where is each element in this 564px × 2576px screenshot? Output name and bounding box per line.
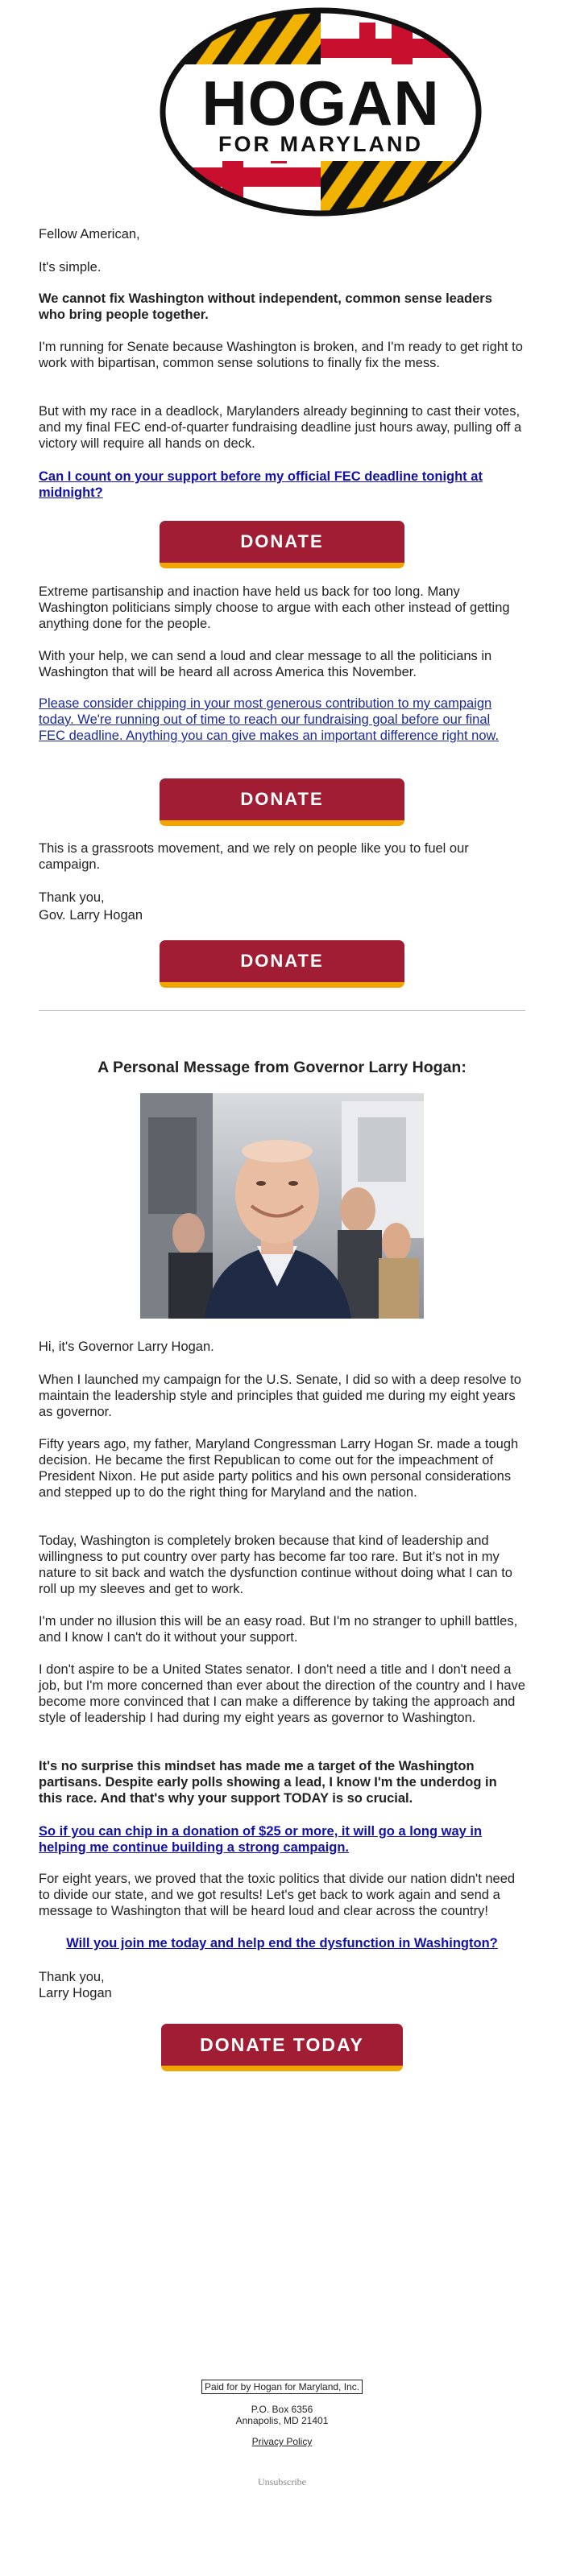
footer-privacy-row	[39, 2436, 525, 2447]
link-paragraph-4	[39, 1935, 525, 1951]
paragraph-thesis: We cannot fix Washington without independent, common sense leaders who bring people together.	[39, 291, 492, 322]
paragraph-deadlock: But with my race in a deadlock, Marylanders already beginning to cast their votes, and my final FEC end-of-quarter fundraising deadline just hours away, pulling off a victory will require all hands on deck.	[39, 404, 522, 451]
message-heading: A Personal Message from Governor Larry Hogan:	[97, 1059, 467, 1076]
footer-city: Annapolis, MD 21401	[235, 2415, 329, 2426]
link-paragraph-1	[39, 469, 525, 501]
footer-unsubscribe-row	[39, 2476, 525, 2487]
message-signature: Larry Hogan	[39, 1986, 112, 2000]
donate-button-row-1	[39, 521, 525, 568]
hogan-photo	[140, 1093, 424, 1319]
message-results: For eight years, we proved that the toxic politics that divide our nation didn't need to divide our state, and we got results! Let's get back to work again and send a message to Washington that will be heard loud and clear across the country!	[39, 1872, 516, 1918]
link-paragraph-2	[39, 696, 506, 744]
privacy-policy-link[interactable]: Privacy Policy	[251, 2436, 313, 2447]
message-father: Fifty years ago, my father, Maryland Congressman Larry Hogan Sr. made a tough decision. He became the first Republican to come out for the impeachment of President Nixon. He put aside party politics and his own personal considerations and stepped up to do the right thing for Maryland and the nation.	[39, 1437, 519, 1500]
paragraph-partisanship: Extreme partisanship and inaction have held us back for too long. Many Washington politicians simply choose to argue with each other instead of getting anything done for the people.	[39, 584, 510, 631]
message-signoff: Thank you,	[39, 1970, 105, 1984]
paragraph-help: With your help, we can send a loud and clear message to all the politicians in Washington that will be heard all across America this November.	[39, 649, 492, 679]
message-broken: Today, Washington is completely broken because that kind of leadership and willingness to put country over party has become far too rare. But it's not in my nature to sit back and watch the dysfunction continue without doing what I can to roll up my sleeves and get to work.	[39, 1534, 512, 1596]
donate-button[interactable]: DONATE	[160, 521, 404, 568]
contribution-link[interactable]: Please consider chipping in your most generous contribution to my campaign today. We're running out of time to reach our fundraising goal before our final FEC deadline. Anything you can give makes an important difference right now.	[39, 696, 500, 743]
donate-button[interactable]: DONATE	[160, 940, 404, 988]
message-aspire: I don't aspire to be a United States senator. I don't need a title and I don't need a job, but I'm more concerned than ever about the direction of the country and I have become more convinced that I can make a difference by taking the approach and style of leadership I had during my eight years as governor to Washington.	[39, 1662, 525, 1725]
link-paragraph-3	[39, 1823, 525, 1856]
unsubscribe-link[interactable]: Unsubscribe	[258, 2476, 306, 2487]
salutation: Fellow American,	[39, 227, 140, 242]
donate-button[interactable]: DONATE	[160, 778, 404, 826]
signature: Gov. Larry Hogan	[39, 908, 143, 923]
donate-today-button[interactable]: DONATE TODAY	[161, 2024, 403, 2071]
message-illusion: I'm under no illusion this will be an easy road. But I'm no stranger to uphill battles, and I know I can't do it without your support.	[39, 1614, 518, 1645]
fec-deadline-link[interactable]: Can I count on your support before my official FEC deadline tonight at midnight?	[39, 469, 483, 500]
donate-button-row-3	[39, 940, 525, 988]
paragraph-grassroots: This is a grassroots movement, and we rely on people like you to fuel our campaign.	[39, 841, 469, 872]
footer	[39, 2380, 525, 2394]
chip-in-link[interactable]: So if you can chip in a donation of $25 or more, it will go a long way in helping me continue building a strong campaign.	[39, 1824, 483, 1855]
donate-button-row-2	[39, 778, 525, 826]
footer-po-box: P.O. Box 6356	[251, 2404, 313, 2415]
divider	[39, 1010, 525, 1011]
join-me-link[interactable]: Will you join me today and help end the dysfunction in Washington?	[66, 1936, 498, 1951]
paid-for-notice: Paid for by Hogan for Maryland, Inc.	[201, 2380, 363, 2394]
logo-name: HOGAN	[201, 68, 440, 138]
paragraph-senate: I'm running for Senate because Washington is broken, and I'm ready to get right to work with bipartisan, common sense solutions to finally fix the mess.	[39, 340, 523, 370]
signoff: Thank you,	[39, 890, 105, 905]
message-launch: When I launched my campaign for the U.S. Senate, I did so with a deep resolve to maintain the leadership style and principles that guided me during my eight years as governor.	[39, 1373, 521, 1419]
logo-tagline: FOR MARYLAND	[218, 132, 423, 156]
donate-today-row	[39, 2024, 525, 2071]
message-greeting: Hi, it's Governor Larry Hogan.	[39, 1340, 214, 1354]
paragraph-simple: It's simple.	[39, 260, 102, 275]
message-target: It's no surprise this mindset has made me a target of the Washington partisans. Despite early polls showing a lead, I know I'm the underdog in this race. And that's why your support TODAY is so crucial.	[39, 1759, 497, 1806]
hogan-logo	[158, 6, 483, 217]
